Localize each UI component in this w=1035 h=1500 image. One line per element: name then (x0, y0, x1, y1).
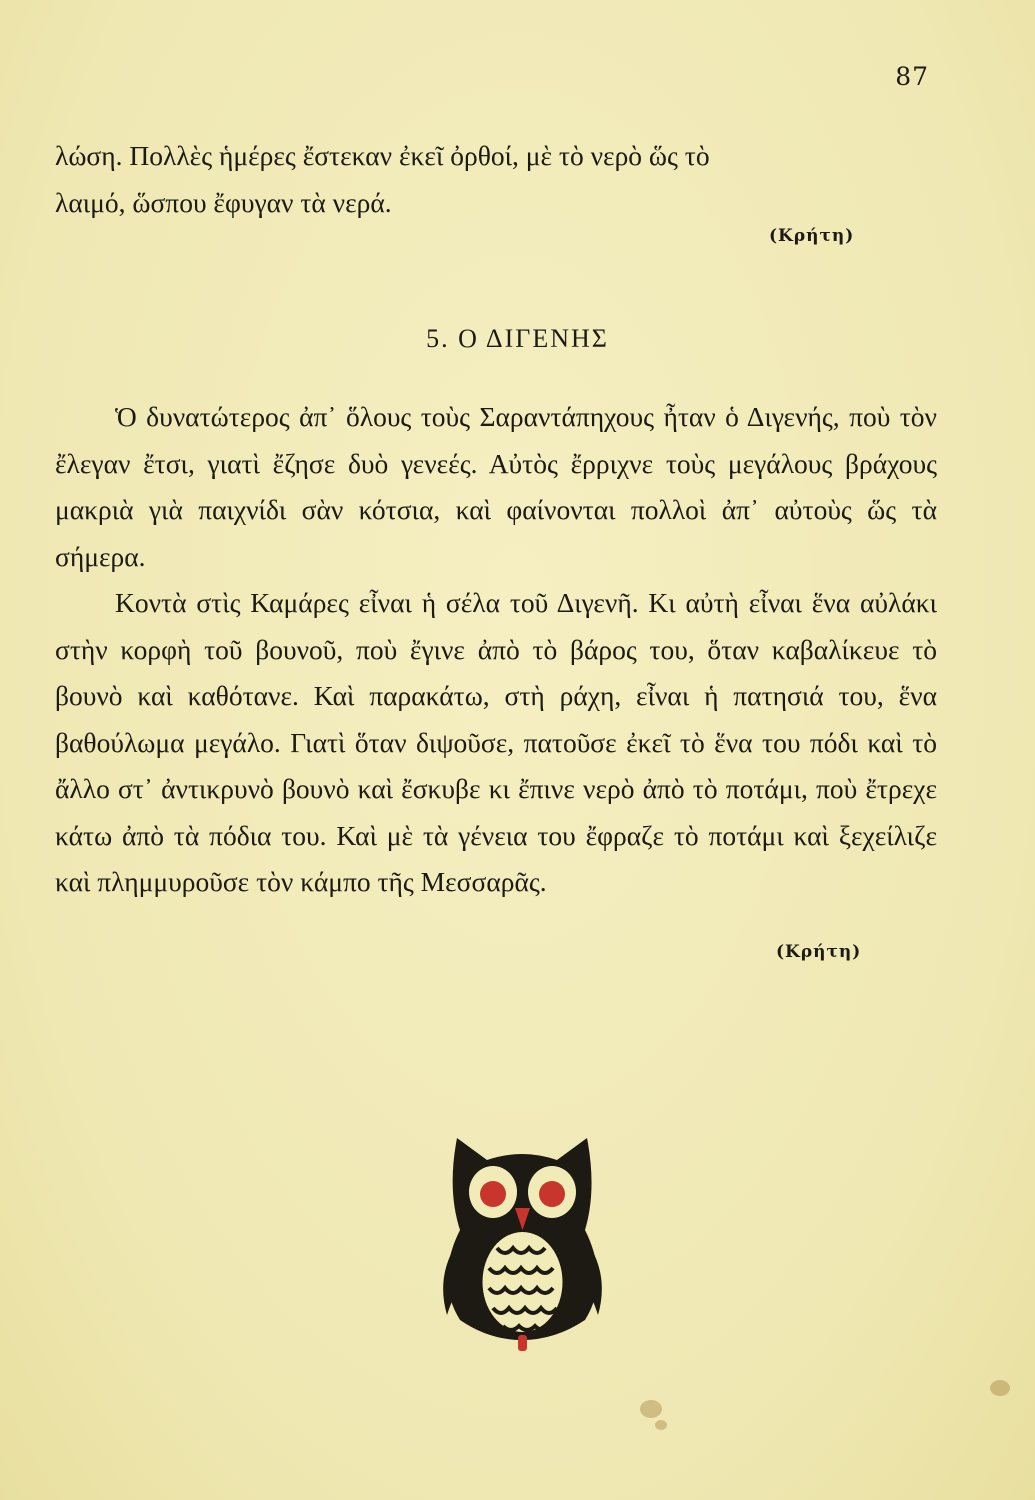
text-line: λώση. Πολλὲς ἡμέρες ἔστεκαν ἐκεῖ ὀρθοί, μὲ τὸ νερὸ ὥς τὸ (55, 140, 710, 171)
previous-section-end (55, 133, 937, 226)
source-note: (Κρήτη) (769, 226, 855, 246)
paper-stain (655, 1420, 667, 1430)
owl-icon (435, 1130, 610, 1355)
paper-stain (640, 1400, 662, 1418)
paper-stain (990, 1380, 1010, 1396)
source-note: (Κρήτη) (776, 942, 862, 962)
page-number: 87 (895, 62, 929, 91)
story-body (55, 394, 937, 906)
story-heading: 5. Ο ΔΙΓΕΝΗΣ (426, 324, 609, 353)
story-paragraph: Ὁ δυνατώτερος ἀπ᾽ ὅλους τοὺς Σαραντάπηχους ἦταν ὁ Διγενής, ποὺ τὸν ἔλεγαν ἔτσι, γιατὶ ἔζησε δυὸ γενεές. Αὐτὸς ἔρριχνε τοὺς μεγάλους βράχους μακριὰ γιὰ παιχνίδι σὰν κότσια, καὶ φαίνονται πολλοὶ ἀπ᾽ αὐτοὺς ὥς τὰ σήμερα. (55, 401, 937, 572)
text-line: λαιμό, ὥσπου ἔφυγαν τὰ νερά. (55, 186, 392, 218)
story-paragraph: Κοντὰ στὶς Καμάρες εἶναι ἡ σέλα τοῦ Διγενῆ. Κι αὐτὴ εἶναι ἕνα αὐλάκι στὴν κορφὴ τοῦ βουνοῦ, ποὺ ἔγινε ἀπὸ τὸ βάρος του, ὅταν καβαλίκευε τὸ βουνὸ καὶ καθότανε. Καὶ παρακάτω, στὴ ράχη, εἶναι ἡ πατησιά του, ἕνα βαθούλωμα μεγάλο. Γιατὶ ὅταν διψοῦσε, πατοῦσε ἐκεῖ τὸ ἕνα του πόδι καὶ τὸ ἄλλο στ᾽ ἀντικρυνὸ βουνὸ καὶ ἔσκυβε κι ἔπινε νερὸ ἀπὸ τὸ ποτάμι, ποὺ ἔτρεχε κάτω ἀπὸ τὰ πόδια του. Καὶ μὲ τὰ γένεια του ἔφραζε τὸ ποτάμι καὶ ξεχείλιζε καὶ πλημμυροῦσε τὸν κάμπο τῆς Μεσσαρᾶς. (55, 587, 937, 897)
